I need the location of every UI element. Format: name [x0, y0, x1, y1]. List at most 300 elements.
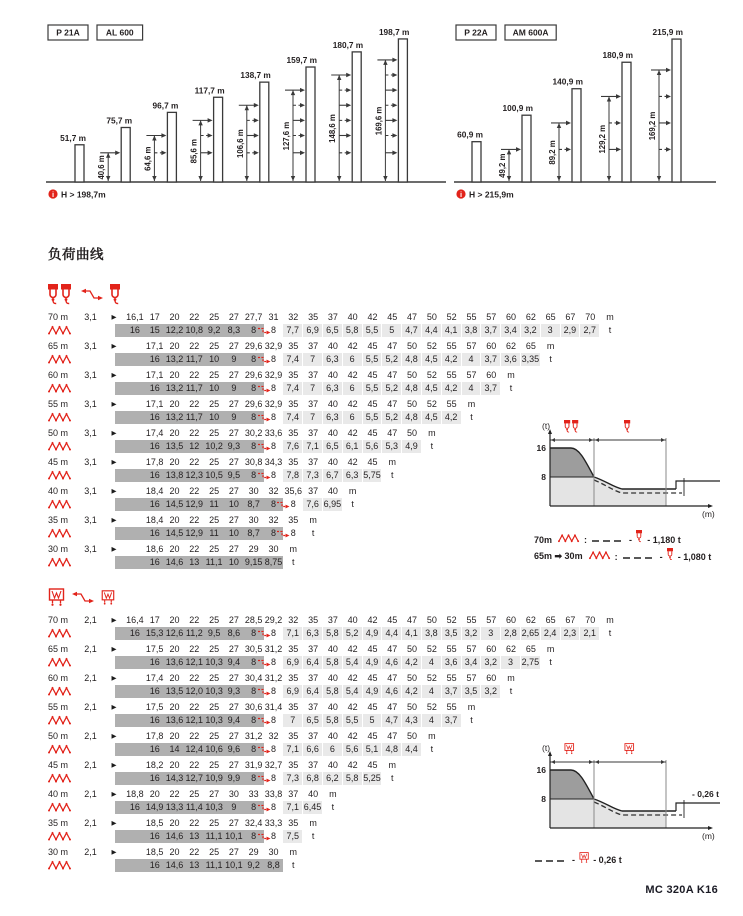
- min-radius-value: 2,1: [84, 789, 97, 799]
- load-cell: 8,8: [264, 859, 284, 872]
- radius-cell: 42: [347, 702, 358, 712]
- hook-icon: [667, 548, 674, 563]
- load-cell: 16: [145, 353, 165, 366]
- svg-text:215,9 m: 215,9 m: [652, 27, 683, 38]
- radius-cell: 29,6: [244, 341, 263, 351]
- reeving-icon: [589, 550, 611, 562]
- radius-cell: 31,2: [264, 644, 283, 654]
- load-cell: 3,35: [521, 354, 540, 364]
- chart-region-icon-right: [624, 742, 635, 760]
- radius-cell: 31,4: [264, 702, 283, 712]
- svg-text:127,6 m: 127,6 m: [282, 121, 291, 151]
- radius-cell: 35: [288, 644, 299, 654]
- radius-cell: 17,1: [145, 370, 164, 380]
- load-cell: 7,5: [283, 830, 303, 843]
- radius-cell: 33,6: [264, 428, 283, 438]
- load-cell: 10: [204, 353, 224, 366]
- radius-cell: 47: [387, 428, 398, 438]
- load-cell: 7,3: [283, 772, 303, 785]
- load-cell: 14: [165, 743, 185, 756]
- radius-cell: 20: [169, 341, 180, 351]
- radius-row-60m: [48, 368, 708, 382]
- load-cell: 8: [244, 324, 264, 337]
- load-cell: 3,4: [462, 656, 482, 669]
- jib-length-label: 60 m: [48, 370, 69, 380]
- arrow-right-icon: ▶: [111, 488, 117, 495]
- radius-cell: 50: [407, 428, 418, 438]
- radius-cell: 45: [367, 644, 378, 654]
- radius-cell: 60: [486, 644, 497, 654]
- radius-cell: 22: [189, 341, 200, 351]
- radius-cell: 40: [327, 731, 338, 741]
- radius-unit: m: [606, 615, 614, 625]
- min-radius-value: 2,1: [84, 673, 97, 683]
- arrow-right-icon: ▶: [111, 343, 117, 350]
- radius-cell: 32,4: [244, 818, 263, 828]
- radius-cell: 29,6: [244, 370, 263, 380]
- load-cell: 4: [422, 714, 442, 727]
- load-cell: 12,9: [185, 499, 204, 509]
- load-cell: 4,8: [382, 743, 402, 756]
- load-cell: 8,7: [244, 498, 264, 511]
- load-cell: 6: [343, 353, 363, 366]
- radius-cell: 35,6: [284, 486, 303, 496]
- radius-cell: 42: [347, 399, 358, 409]
- load-cell: 8,3: [224, 324, 244, 337]
- radius-cell: 65: [545, 312, 556, 322]
- reeving-icon: [589, 550, 611, 560]
- load-cell: 4,2: [402, 685, 422, 698]
- load-cell: 8: [264, 411, 284, 424]
- radius-cell: 52: [426, 399, 437, 409]
- load-curve-chart-1: [516, 418, 728, 562]
- radius-cell: 52: [426, 341, 437, 351]
- radius-cell: 20: [169, 760, 180, 770]
- radius-cell: 18,6: [145, 544, 164, 554]
- radius-row-70m: [48, 613, 708, 627]
- jib-length-label: 70 m: [48, 615, 69, 625]
- load-cell: 5,8: [343, 772, 363, 785]
- radius-cell: 45: [367, 760, 378, 770]
- radius-cell: 35: [288, 399, 299, 409]
- radius-cell: 57: [466, 673, 477, 683]
- radius-cell: 25: [209, 341, 220, 351]
- load-cell: 4,2: [402, 656, 422, 669]
- arrow-right-icon: ▶: [111, 762, 117, 769]
- radius-cell: 30,5: [244, 644, 263, 654]
- radius-cell: 55: [446, 644, 457, 654]
- load-cell: 9,6: [224, 743, 244, 756]
- radius-cell: 34,3: [264, 457, 283, 467]
- load-cell: 9: [224, 801, 244, 814]
- load-cell: 14,6: [165, 557, 184, 567]
- radius-cell: 45: [367, 731, 378, 741]
- load-cell: 12,2: [165, 325, 184, 335]
- load-cell: 7,1: [303, 440, 323, 453]
- chart-legend-row: - - 0,26 t: [534, 852, 728, 865]
- reeving-transition-arrow-icon: [257, 745, 271, 755]
- load-cell: 16: [145, 656, 165, 669]
- arrow-right-icon: ▶: [111, 733, 117, 740]
- load-cell: 3,8: [462, 324, 482, 337]
- radius-row-65m: [48, 339, 708, 353]
- load-cell: 6,3: [323, 353, 343, 366]
- radius-cell: 37: [308, 457, 319, 467]
- min-radius-value: 2,1: [84, 702, 97, 712]
- radius-cell: 32: [288, 312, 299, 322]
- load-cell: 8,7: [244, 527, 264, 540]
- reeving-icon: [48, 686, 72, 696]
- load-cell: 4,6: [382, 656, 402, 669]
- load-cell: 2,1: [580, 627, 600, 640]
- radius-row-60m: [48, 671, 708, 685]
- load-cell: 8: [244, 440, 264, 453]
- load-cell: 3,6: [501, 353, 521, 366]
- load-unit: t: [470, 715, 473, 725]
- load-cell: 9: [224, 411, 244, 424]
- load-row-55m: [48, 714, 708, 727]
- min-radius-value: 3,1: [84, 457, 97, 467]
- radius-cell: 22: [189, 731, 200, 741]
- load-cell: 11,7: [185, 412, 203, 422]
- load-cell: 13,6: [165, 657, 184, 667]
- radius-cell: 62: [506, 341, 517, 351]
- load-cell: 8: [244, 656, 264, 669]
- load-cell: 7,1: [283, 743, 303, 756]
- load-cell: 8: [264, 627, 284, 640]
- load-cell: 14,6: [165, 831, 184, 841]
- load-cell: 12,4: [185, 744, 204, 754]
- load-cell: 4: [422, 656, 442, 669]
- radius-cell: 50: [407, 673, 418, 683]
- radius-cell: 22: [189, 644, 200, 654]
- radius-cell: 32,9: [264, 399, 283, 409]
- radius-cell: 45: [367, 673, 378, 683]
- radius-cell: 18,4: [145, 486, 164, 496]
- radius-cell: 37: [308, 760, 319, 770]
- radius-cell: 20: [169, 702, 180, 712]
- radius-cell: 35: [288, 818, 299, 828]
- radius-unit: m: [309, 818, 317, 828]
- load-cell: 10,8: [185, 325, 204, 335]
- arrow-right-icon: ▶: [111, 314, 117, 321]
- radius-cell: 27: [228, 615, 239, 625]
- load-cell: 11,7: [185, 383, 203, 393]
- radius-cell: 22: [189, 702, 200, 712]
- radius-cell: 52: [426, 644, 437, 654]
- radius-cell: 17,1: [145, 341, 164, 351]
- radius-cell: 25: [209, 702, 220, 712]
- load-cell: 3,2: [521, 324, 541, 337]
- reeving-icon: [48, 715, 72, 725]
- radius-cell: 27: [228, 731, 239, 741]
- radius-cell: 20: [169, 544, 180, 554]
- radius-cell: 16,4: [126, 615, 144, 625]
- load-cell: 3: [541, 324, 561, 337]
- min-radius-value: 2,1: [84, 818, 97, 828]
- load-cell: 7: [283, 714, 303, 727]
- radius-cell: 20: [169, 312, 180, 322]
- load-cell: 11,1: [205, 557, 223, 567]
- radius-cell: 27: [228, 312, 239, 322]
- load-cell: 9,15: [244, 557, 263, 567]
- jib-length-label: 35 m: [48, 818, 69, 828]
- radius-cell: 20: [169, 818, 180, 828]
- load-cell: 14,3: [165, 773, 184, 783]
- model-designation: MC 320A K16: [645, 884, 718, 896]
- load-cell: 13,5: [165, 441, 184, 451]
- load-cell: 8: [244, 382, 264, 395]
- load-cell: 14,5: [165, 528, 184, 538]
- load-cell: 3,7: [481, 353, 501, 366]
- load-cell: 5,5: [363, 382, 383, 395]
- load-cell: 7,4: [283, 353, 303, 366]
- radius-cell: 67: [565, 312, 576, 322]
- radius-cell: 31,2: [244, 731, 263, 741]
- load-cell: 16: [145, 743, 165, 756]
- load-cell: 16: [145, 440, 165, 453]
- radius-cell: 55: [446, 702, 457, 712]
- radius-cell: 60: [506, 312, 517, 322]
- chart-legend-row: 70m : - - 1,180 t: [534, 530, 728, 545]
- load-cell: 6,2: [323, 772, 343, 785]
- radius-cell: 22: [189, 615, 200, 625]
- radius-cell: 22: [189, 486, 200, 496]
- svg-text:129,2 m: 129,2 m: [598, 124, 607, 154]
- svg-text:49,2 m: 49,2 m: [498, 153, 507, 178]
- load-cell: 4,1: [402, 627, 422, 640]
- radius-cell: 22: [189, 760, 200, 770]
- svg-text:(m): (m): [702, 509, 715, 519]
- load-cell: 5,2: [382, 411, 402, 424]
- jib-length-label: 45 m: [48, 760, 69, 770]
- load-cell: 6,45: [303, 802, 322, 812]
- radius-cell: 33,3: [264, 818, 283, 828]
- radius-cell: 35: [308, 312, 319, 322]
- radius-cell: 17,4: [145, 673, 164, 683]
- load-cell: 7,1: [283, 801, 303, 814]
- load-cell: 5,2: [382, 382, 402, 395]
- arrow-right-icon: ▶: [111, 675, 117, 682]
- load-cell: 9,3: [224, 685, 244, 698]
- arrow-right-icon: ▶: [111, 849, 117, 856]
- load-cell: 8: [283, 527, 303, 540]
- radius-cell: 57: [466, 644, 477, 654]
- jib-length-label: 55 m: [48, 702, 69, 712]
- dashed-line-sample: [534, 857, 568, 865]
- load-unit: t: [292, 860, 295, 870]
- radius-cell: 27: [228, 486, 239, 496]
- load-cell: 10,2: [205, 441, 223, 451]
- load-cell: 12: [184, 440, 204, 453]
- radius-cell: 50: [407, 731, 418, 741]
- radius-cell: 18,8: [126, 789, 144, 799]
- reeving-icon: [48, 773, 72, 783]
- load-cell: 2,7: [580, 324, 600, 337]
- load-cell: 8: [244, 743, 264, 756]
- load-cell: 8: [264, 382, 284, 395]
- load-cell: 3,5: [462, 685, 482, 698]
- radius-cell: 50: [407, 370, 418, 380]
- two-fall-reeving-icon: [110, 284, 122, 305]
- radius-cell: 22: [189, 515, 200, 525]
- load-unit: t: [292, 557, 295, 567]
- radius-cell: 47: [387, 673, 398, 683]
- radius-cell: 32,7: [264, 760, 283, 770]
- load-cell: 10,1: [225, 831, 243, 841]
- load-cell: 4,7: [402, 324, 422, 337]
- min-radius-value: 2,1: [84, 615, 97, 625]
- load-cell: 8: [264, 324, 284, 337]
- radius-cell: 40: [347, 312, 358, 322]
- radius-row-70m: [48, 310, 708, 324]
- radius-cell: 55: [446, 673, 457, 683]
- reeving-icon: [48, 441, 72, 451]
- radius-cell: 27: [228, 457, 239, 467]
- radius-cell: 60: [486, 370, 497, 380]
- radius-cell: 35: [288, 341, 299, 351]
- reeving-icon: [48, 354, 72, 364]
- min-radius-value: 3,1: [84, 428, 97, 438]
- radius-cell: 27: [228, 818, 239, 828]
- trolley-reeving-icon: [48, 588, 65, 607]
- radius-cell: 35: [288, 673, 299, 683]
- load-cell: 3,2: [481, 656, 501, 669]
- radius-cell: 17,8: [145, 457, 164, 467]
- load-cell: 13: [184, 830, 204, 843]
- load-cell: 5,1: [363, 743, 383, 756]
- arrow-right-icon: ▶: [111, 617, 117, 624]
- radius-cell: 60: [506, 615, 517, 625]
- radius-cell: 35: [288, 457, 299, 467]
- radius-cell: 37: [308, 486, 319, 496]
- load-cell: 4,8: [402, 411, 422, 424]
- radius-cell: 37: [308, 644, 319, 654]
- load-cell: 3,2: [462, 627, 482, 640]
- arrow-right-icon: ▶: [111, 820, 117, 827]
- radius-unit: m: [428, 731, 436, 741]
- load-cell: 5,8: [323, 656, 343, 669]
- load-cell: 10,3: [205, 686, 223, 696]
- trolley-reeving-icon: [564, 743, 575, 755]
- load-cell: 4,6: [382, 685, 402, 698]
- radius-cell: 70: [585, 312, 596, 322]
- load-cell: 13,3: [165, 802, 184, 812]
- load-cell: 5,5: [363, 324, 383, 337]
- radius-cell: 25: [209, 399, 220, 409]
- load-cell: 5,8: [323, 627, 343, 640]
- load-cell: 7,1: [283, 627, 303, 640]
- radius-cell: 25: [209, 644, 220, 654]
- radius-cell: 31,2: [264, 673, 283, 683]
- legend-jib-label: 65m ➡ 30m: [534, 551, 583, 562]
- svg-text:i: i: [459, 190, 463, 199]
- load-cell: 9,5: [224, 469, 244, 482]
- load-cell: 5,8: [343, 324, 363, 337]
- load-cell: 5,4: [343, 656, 363, 669]
- load-cell: 12,9: [185, 528, 204, 538]
- svg-text:148,6 m: 148,6 m: [328, 114, 338, 143]
- load-cell: 4,9: [363, 627, 383, 640]
- radius-cell: 40: [327, 399, 338, 409]
- load-cell: 7,4: [283, 382, 303, 395]
- load-cell: 16: [145, 498, 165, 511]
- load-cell: 11,4: [185, 802, 203, 812]
- reeving-change-arrow-icon: [71, 590, 95, 605]
- load-cell: 9,4: [224, 714, 244, 727]
- radius-unit: m: [428, 428, 436, 438]
- trolley-reeving-icon: [101, 590, 115, 606]
- radius-cell: 45: [367, 702, 378, 712]
- load-cell: 6,5: [323, 440, 343, 453]
- svg-text:180,7 m: 180,7 m: [332, 39, 364, 50]
- load-cell: 6,95: [323, 499, 342, 509]
- load-cell: 5: [363, 714, 383, 727]
- load-cell: 12,7: [185, 773, 204, 783]
- radius-cell: 17: [149, 312, 160, 322]
- radius-cell: 25: [209, 818, 220, 828]
- radius-cell: 27: [228, 847, 239, 857]
- load-cell: 6: [343, 411, 363, 424]
- load-cell: 14,9: [145, 802, 164, 812]
- load-cell: 7,4: [283, 411, 303, 424]
- load-row-70m: [48, 627, 708, 640]
- load-cell: 3,7: [481, 382, 501, 395]
- radius-cell: 25: [209, 370, 220, 380]
- load-cell: 8: [264, 685, 284, 698]
- radius-unit: m: [467, 399, 476, 409]
- svg-text:140,9 m: 140,9 m: [552, 76, 583, 87]
- radius-cell: 32,9: [264, 341, 283, 351]
- load-cell: 9: [224, 382, 244, 395]
- load-cell: 8: [244, 469, 264, 482]
- chart-region-icon-left: [564, 742, 575, 760]
- load-cell: 11,1: [205, 831, 223, 841]
- radius-cell: 17,5: [145, 702, 164, 712]
- load-cell: 4,9: [402, 440, 422, 453]
- load-cell: 12,1: [185, 715, 204, 725]
- radius-cell: 45: [367, 428, 378, 438]
- svg-text:96,7 m: 96,7 m: [152, 100, 179, 111]
- load-row-65m: [48, 656, 708, 669]
- load-cell: 2,8: [501, 627, 521, 640]
- svg-text:(m): (m): [702, 831, 715, 841]
- radius-cell: 25: [189, 789, 200, 799]
- load-cell: 6,6: [303, 743, 323, 756]
- radius-cell: 47: [387, 702, 398, 712]
- load-cell: 13: [184, 859, 204, 872]
- radius-cell: 20: [169, 486, 180, 496]
- arrow-right-icon: ▶: [111, 459, 117, 466]
- load-cell: 8: [264, 353, 284, 366]
- load-cell: 3: [481, 627, 501, 640]
- radius-cell: 27: [228, 644, 239, 654]
- radius-cell: 40: [327, 457, 338, 467]
- four-fall-reeving-icon: [48, 284, 74, 305]
- radius-cell: 55: [446, 399, 457, 409]
- chart-region-icon-left: [564, 420, 580, 438]
- load-cell: 5,8: [323, 685, 343, 698]
- radius-cell: 40: [308, 789, 319, 799]
- radius-cell: 33,8: [264, 789, 283, 799]
- load-cell: 16: [145, 527, 165, 540]
- svg-text:8: 8: [541, 472, 546, 482]
- svg-text:159,7 m: 159,7 m: [286, 55, 317, 66]
- load-cell: 16: [145, 714, 165, 727]
- reeving-transition-arrow-icon: [257, 774, 271, 784]
- radius-cell: 42: [347, 760, 358, 770]
- reeving-icon: [48, 470, 72, 480]
